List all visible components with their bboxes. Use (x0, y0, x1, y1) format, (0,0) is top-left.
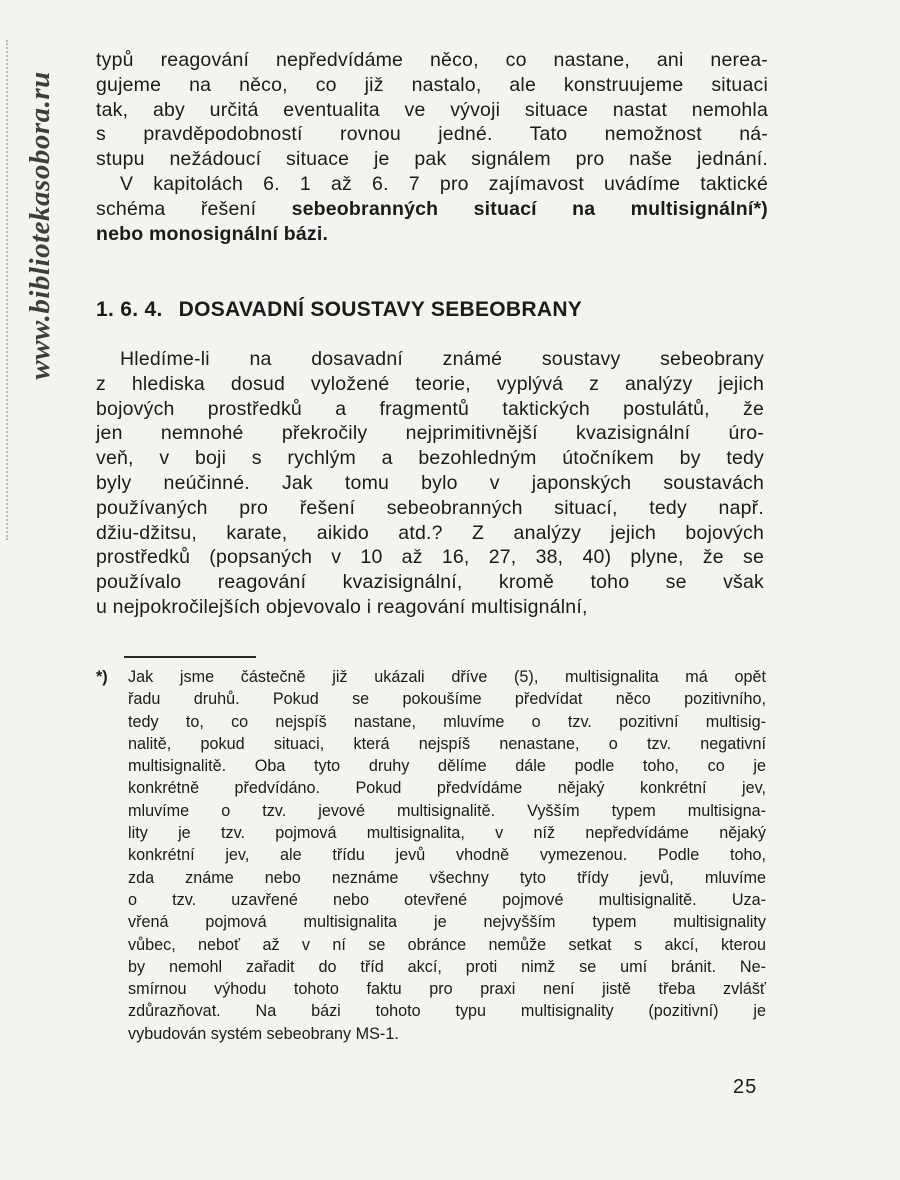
footnote-line: zda známe nebo neznáme všechny tyto třídy jevů, mluvíme (128, 868, 766, 887)
footnote-line: vřená pojmová multisignalita je nejvyšším typem multisignality (128, 913, 766, 932)
watermark (18, 10, 62, 440)
scan-edge-artifact (6, 40, 10, 540)
footnote-line: vůbec, neboť až v ní se obránce nemůže setkat s akcí, kterou (128, 935, 766, 954)
text-line: tak, aby určitá eventualita ve vývoji situace nastat nemohla (96, 98, 768, 121)
text-line (96, 197, 768, 222)
text-line: džiu-džitsu, karate, aikido atd.? Z analýzy jejich bojových (96, 521, 764, 544)
footnote-line: tedy to, co nejspíš nastane, mluvíme o tzv. pozitivní multisig- (128, 712, 766, 731)
footnote (96, 666, 766, 1045)
section-heading (96, 298, 582, 322)
footnote-line: o tzv. uzavřené nebo otevřené pojmové multisignalitě. Uza- (128, 890, 766, 909)
text-line: byly neúčinné. Jak tomu bylo v japonských soustavách (96, 471, 764, 494)
text-line: veň, v boji s rychlým a bezohledným útočníkem by tedy (96, 447, 764, 470)
text-line: Hledíme-li na dosavadní známé soustavy sebeobrany (120, 348, 764, 370)
text-line: bojových prostředků a fragmentů taktických postulátů, že (96, 397, 764, 420)
text-line: používaných pro řešení sebeobranných situací, tedy např. (96, 496, 764, 519)
paragraph-2 (96, 347, 764, 620)
text-line: s pravděpodobností rovnou jedné. Tato nemožnost ná- (96, 123, 768, 146)
footnote-line: smírnou výhodu tohoto faktu pro praxi není jistě třeba zvlášť (128, 980, 766, 999)
text-line: z hlediska dosud vyložené teorie, vyplývá z analýzy jejich (96, 372, 764, 395)
text-line: používalo reagování kvazisignální, kromě toho se však (96, 571, 764, 594)
section-number: 1. 6. 4. (96, 298, 163, 321)
footnote-divider (124, 656, 256, 658)
text-line: V kapitolách 6. 1 až 6. 7 pro zajímavost uvádíme taktické (120, 172, 768, 195)
paragraph-1b (96, 172, 768, 246)
text-run: schéma řešení (96, 197, 292, 220)
text-line: u nejpokročilejších objevovalo i reagování multisignální, (96, 595, 588, 618)
text-line: prostředků (popsaných v 10 až 16, 27, 38, 40) plyne, že se (96, 546, 764, 569)
page-number: 25 (733, 1076, 758, 1098)
footnote-line: konkrétně předvídáno. Pokud předvídáme nějaký konkrétní jev, (128, 779, 766, 798)
text-line: stupu nežádoucí situace je pak signálem pro naše jednání. (96, 148, 768, 171)
footnote-mark: *) (96, 668, 108, 686)
footnote-line: řadu druhů. Pokud se pokoušíme předvídat něco pozitivního, (128, 690, 766, 709)
footnote-line: by nemohl zařadit do tříd akcí, proti nimž se umí bránit. Ne- (128, 957, 766, 976)
bold-text-run: sebeobranných situací na multisignální*) (291, 197, 768, 220)
footnote-line (96, 666, 766, 688)
footnote-text: Jak jsme částečně již ukázali dříve (5), multisignalita má opět (128, 668, 766, 686)
text-line: gujeme na něco, co již nastalo, ale konstruujeme situaci (96, 73, 768, 96)
bold-text-line: nebo monosignální bázi. (96, 222, 329, 245)
footnote-line: lity je tzv. pojmová multisignalita, v níž nepředvídáme nějaký (128, 824, 766, 843)
footnote-line: mluvíme o tzv. jevové multisignalitě. Vyšším typem multisigna- (128, 801, 766, 820)
para-continuation (96, 48, 768, 246)
footnote-line: zdůrazňovat. Na bázi tohoto typu multisignality (pozitivní) je (128, 1002, 766, 1021)
footnote-line: konkrétní jev, ale třídu jevů vhodně vymezenou. Podle toho, (128, 846, 766, 865)
section-title: DOSAVADNÍ SOUSTAVY SEBEOBRANY (178, 298, 583, 321)
watermark-text: www.bibliotekasobora.ru (23, 70, 56, 380)
text-line: jen nemnohé překročily nejprimitivnější kvazisignální úro- (96, 422, 764, 445)
footnote-line: multisignalitě. Oba tyto druhy dělíme dále podle toho, co je (128, 757, 766, 776)
footnote-line: nalitě, pokud situaci, která nejspíš nenastane, o tzv. negativní (128, 734, 766, 753)
text-line: typů reagování nepředvídáme něco, co nastane, ani nerea- (96, 49, 768, 71)
paragraph-1 (96, 48, 768, 172)
footnote-line: vybudován systém sebeobrany MS-1. (128, 1024, 399, 1043)
